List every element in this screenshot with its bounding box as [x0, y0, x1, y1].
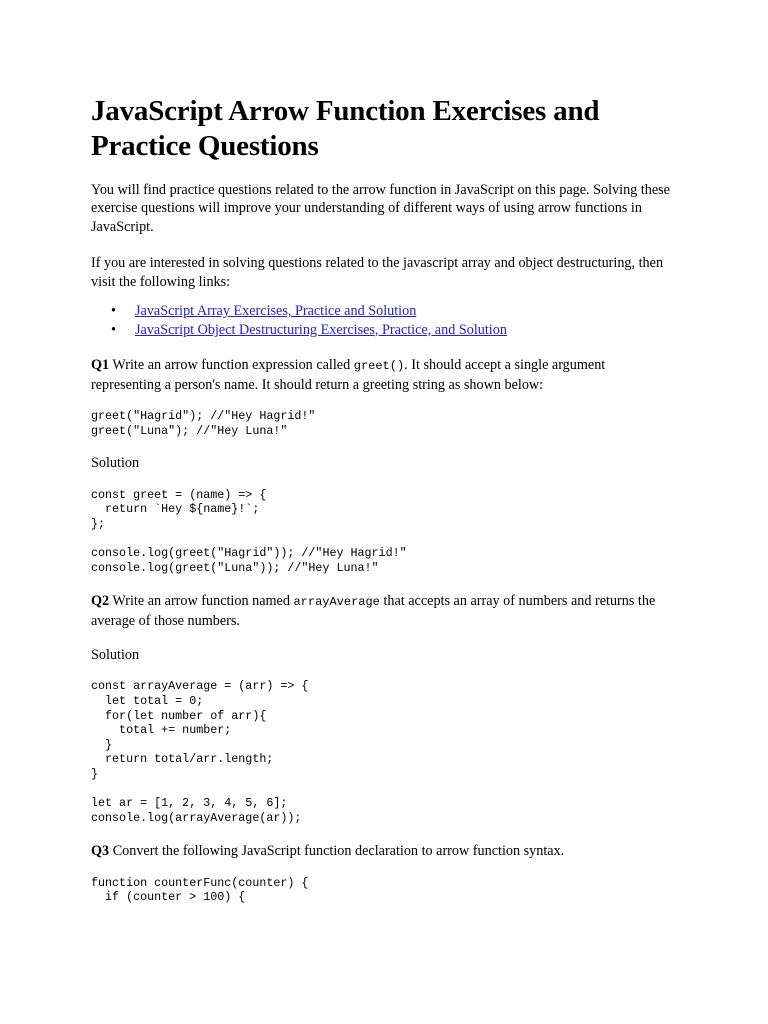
- intro-paragraph: You will find practice questions related to the arrow function in JavaScript on this page. Solving these exercise questions will improve your understanding of different ways of using arrow functions in JavaScript.: [91, 182, 670, 235]
- question-2-inline-code: arrayAverage: [293, 595, 380, 610]
- list-item: [111, 302, 678, 321]
- question-2-solution-code: const arrayAverage = (arr) => { let total = 0; for(let number of arr){ total += number; } return total/arr.length; }: [91, 679, 309, 781]
- question-2-text-after: that accepts an array of numbers and returns the average of those numbers.: [91, 593, 656, 629]
- question-2-solution-heading: Solution: [91, 647, 140, 663]
- array-exercises-link[interactable]: JavaScript Array Exercises, Practice and Solution: [135, 303, 417, 320]
- question-1-text-before: Write an arrow function expression called: [109, 357, 354, 374]
- question-3-text: Convert the following JavaScript function declaration to arrow function syntax.: [109, 843, 565, 860]
- question-2-solution-usage: let ar = [1, 2, 3, 4, 5, 6]; console.log(arrayAverage(ar));: [91, 796, 302, 825]
- question-3-label: Q3: [91, 843, 110, 860]
- object-destructuring-link[interactable]: JavaScript Object Destructuring Exercises, Practice, and Solution: [135, 321, 507, 338]
- bullet-icon: •: [111, 303, 116, 320]
- question-3-code: function counterFunc(counter) { if (counter > 100) {: [91, 875, 309, 905]
- question-1-example-code: greet("Hagrid"); //"Hey Hagrid!" greet("Luna"); //"Hey Luna!": [91, 409, 316, 438]
- question-1: [91, 356, 678, 394]
- question-3: [91, 842, 678, 860]
- question-1-solution-usage: console.log(greet("Hagrid")); //"Hey Hagrid!" console.log(greet("Luna")); //"Hey Luna!": [91, 546, 407, 575]
- links-intro-paragraph: If you are interested in solving questions related to the javascript array and object destructuring, then visit the following links:: [91, 255, 664, 290]
- question-1-inline-code: greet(): [353, 359, 405, 374]
- question-1-label: Q1: [91, 357, 110, 374]
- related-links-list: [91, 302, 678, 339]
- list-item: [111, 321, 678, 340]
- question-1-text-after: . It should accept a single argument representing a person's name. It should return a greeting string as shown below:: [91, 357, 606, 393]
- question-1-solution-code: const greet = (name) => { return `Hey ${name}!`; };: [91, 487, 267, 531]
- question-2-label: Q2: [91, 593, 110, 610]
- question-1-solution-heading: Solution: [91, 455, 140, 472]
- page-title: JavaScript Arrow Function Exercises and Practice Questions: [91, 95, 600, 162]
- question-2-text-before: Write an arrow function named: [109, 593, 294, 610]
- bullet-icon: •: [111, 321, 116, 338]
- question-2: [91, 592, 678, 630]
